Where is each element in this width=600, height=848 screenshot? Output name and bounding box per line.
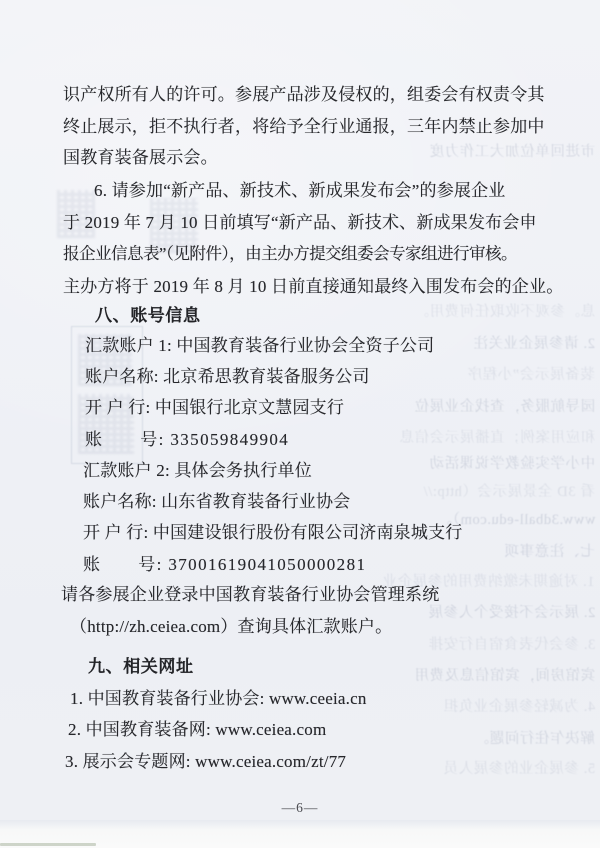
bleedthrough-text: 市进回单位加大工作力度 (428, 144, 595, 160)
bleedthrough-text: 解决乍住行问题。 (474, 731, 595, 747)
bleedthrough-text: 中小学实验教学说课活动 (428, 456, 595, 472)
account-line: 汇款账户 2: 具体会务执行单位 (83, 461, 312, 480)
bleedthrough-text: 1. 对逾期未缴纳费用的参展企业 (382, 574, 595, 590)
bleedthrough-text: 七、注意事项 (504, 544, 595, 560)
bleedthrough-text: 2. 展示会不接受个人参展 (427, 605, 595, 621)
paragraph-line: 主办方将于 2019 年 8 月 10 日前直接通知最终入围发布会的企业。 (63, 277, 564, 296)
paragraph-line: 识产权所有人的许可。参展产品涉及侵权的，组委会有权责令其 (63, 85, 545, 104)
bleedthrough-text: 3. 参会代表食宿自行安排 (427, 637, 595, 653)
account-number: 账 号: 37001619041050000281 (83, 555, 367, 574)
account-line: 账户名称: 山东省教育装备行业协会 (83, 492, 351, 511)
section-heading-links: 九、相关网址 (88, 657, 194, 676)
account-line: 开 户 行: 中国银行北京文慧园支行 (85, 398, 345, 417)
paragraph-line: 于 2019 年 7 月 10 日前填写“新产品、新技术、新成果发布会申 (63, 213, 537, 232)
scan-edge-artifact (0, 843, 96, 846)
bleedthrough-text: 和应用案例；直播展示会信息 (398, 430, 595, 446)
bleedthrough-text: www.3dball-edu.com）。 (436, 512, 595, 528)
url-line: 3. 展示会专题网: www.ceiea.com/zt/77 (65, 752, 347, 771)
bleedthrough-text: 息。参观不收取任何费用。 (413, 304, 595, 320)
bleedthrough-text: 装备展示会”小程序 (467, 367, 595, 383)
account-line: 汇款账户 1: 中国教育装备行业协会全资子公司 (85, 336, 435, 355)
bleedthrough-text: 看 3D 全景展示会（http:// (423, 484, 595, 500)
bleedthrough-text: 宾馆房间，宾馆信息及费用 (413, 668, 595, 684)
bleedthrough-text: 园导航服务，查找企业展位 (413, 399, 595, 415)
bleedthrough-text: 2. 请参展企业关注 (473, 336, 595, 352)
paragraph-line: 国教育装备展示会。 (63, 148, 218, 167)
page-number: —6— (281, 800, 319, 815)
url-line: 1. 中国教育装备行业协会: www.ceeia.cn (70, 689, 367, 708)
paragraph-line: 6. 请参加“新产品、新技术、新成果发布会”的参展企业 (94, 181, 506, 200)
paragraph-line: 请各参展企业登录中国教育装备行业协会管理系统 (61, 585, 440, 604)
url-line: 2. 中国教育装备网: www.ceiea.com (68, 720, 327, 739)
account-line: 账户名称: 北京希思教育装备服务公司 (85, 367, 370, 386)
bleedthrough-text: 4. 为减轻参展企业负担 (442, 699, 595, 715)
section-heading-accounts: 八、账号信息 (95, 306, 201, 325)
paragraph-line: 报企业信息表”（见附件），由主办方提交组委会专家组进行审核。 (63, 244, 517, 263)
account-line: 开 户 行: 中国建设银行股份有限公司济南泉城支行 (83, 523, 463, 542)
bleedthrough-text: 5. 参展企业的参展人员 (442, 761, 595, 777)
paragraph-line: （http://zh.ceiea.com）查询具体汇款账户。 (70, 617, 393, 636)
paragraph-line: 终止展示，拒不执行者，将给予全行业通报，三年内禁止参加中 (63, 117, 545, 136)
account-number: 账 号: 335059849904 (85, 430, 290, 449)
